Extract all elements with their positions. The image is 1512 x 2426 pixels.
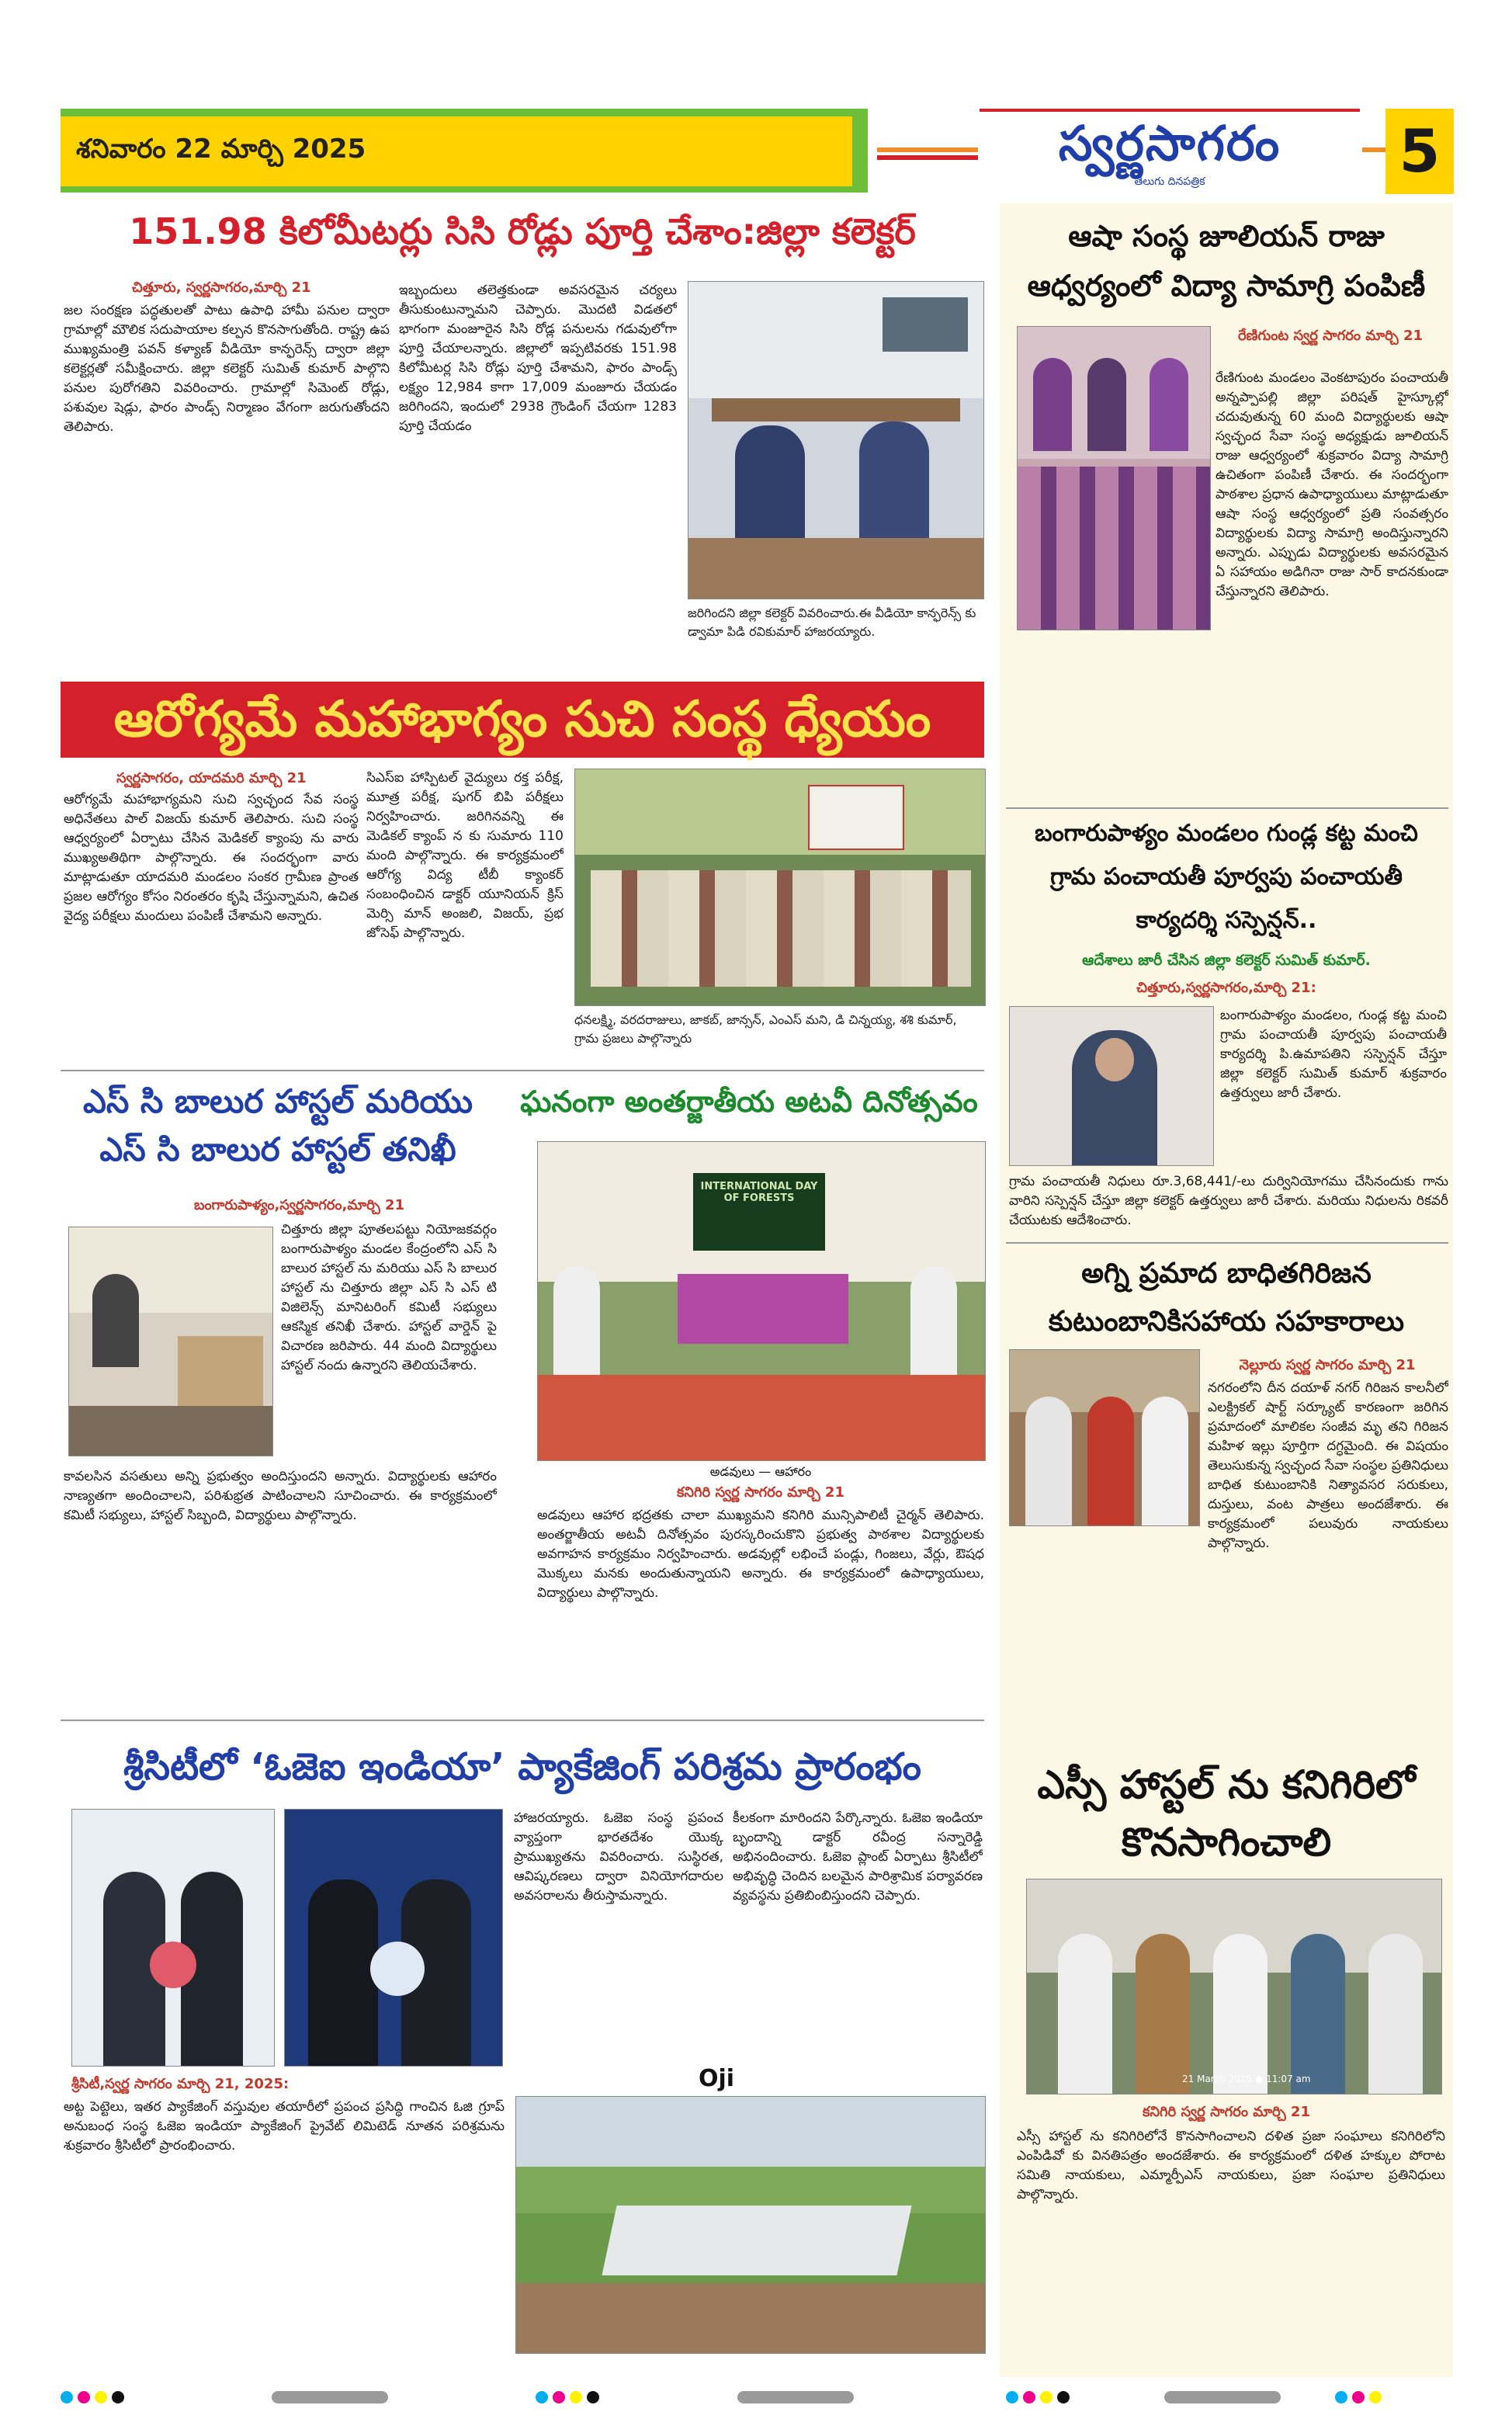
registration-bar-3 xyxy=(1164,2391,1281,2407)
masthead xyxy=(980,109,1360,197)
divider xyxy=(1006,807,1448,809)
sidebar4-photo xyxy=(1026,1879,1442,2095)
divider xyxy=(1006,1242,1448,1244)
article3-headline: ఎస్ సి బాలుర హాస్టల్ మరియు ఎస్ సి బాలుర హాస్టల్ తనిఖీ xyxy=(82,1082,473,1168)
article5-headline: శ్రీసిటీలో ‘ఓజెఐ ఇండియా’ ప్యాకేజింగ్ పరిశ్రమ ప్రారంభం xyxy=(123,1745,922,1789)
article2-headline: ఆరోగ్యమే మహాభాగ్యం సుచి సంస్థ ధ్యేయం xyxy=(113,691,931,748)
forest-day-banner: INTERNATIONAL DAY OF FORESTS xyxy=(693,1173,825,1251)
article3-body-full: కావలసిన వసతులు అన్ని ప్రభుత్వం అందిస్తుందని అన్నారు. విద్యార్థులకు ఆహారం నాణ్యతగా అందించాలని, పరిశుభ్రత పాటించాలని సూచించారు. ఈ కార్యక్రమంలో కమిటీ సభ్యులు, హాస్టల్ సిబ్బంది, విద్యార్థులు పాల్గొన్నారు. xyxy=(64,1469,497,1523)
article4-photo xyxy=(537,1141,986,1461)
header-rule-red xyxy=(877,155,978,160)
photo-timestamp: 21 March 2025 ● 11:07 am xyxy=(1182,2074,1311,2084)
article4-body: అడవులు ఆహార భద్రతకు చాలా ముఖ్యమని కనిగిరి మున్సిపాలిటీ చైర్మన్ తెలిపారు. అంతర్జాతీయ అటవీ దినోత్సవం పురస్కరించుకొని ప్రభుత్వ పాఠశాల విద్యార్థులకు అవగాహన కార్యక్రమం నిర్వహించారు. అడవుల్లో లభించే పండ్లు, గింజలు, వేర్లు, ఔషధ మొక్కలు మనకు అందుతున్నాయని అన్నారు. ఈ కార్యక్రమంలో ఉపాధ్యాయులు, విద్యార్థులు పాల్గొన్నారు. xyxy=(537,1508,984,1601)
article1-photo xyxy=(688,281,984,599)
divider xyxy=(61,1070,984,1071)
article1-body-mid: ఇబ్బందులు తలెత్తకుండా అవసరమైన చర్యలు తీసుకుంటున్నామని చెప్పారు. మొదటి విడతలో భాగంగా మంజూరైన సిసి రోడ్ల పనులను గడువులోగా పూర్తి చేయాలన్నారు. జిల్లాలో ఇప్పటివరకు 151.98 కిలోమీటర్ల సిసి రోడ్లు పూర్తి చేశామని, ఫారం పాండ్స్ లక్ష్యం 12,984 కాగా 17,009 మంజూరు చేయడం జరిగిందని, ఇందులో 2938 గ్రౌండింగ్ చేయగా 1283 పూర్తి చేయడం xyxy=(399,283,677,434)
article2-headline-band xyxy=(61,682,984,758)
sidebar2-dateline: చిత్తూరు,స్వర్ణసాగరం,మార్చి 21: xyxy=(1136,980,1316,996)
sidebar3-dateline: నెల్లూరు స్వర్ణ సాగరం మార్చి 21 xyxy=(1239,1357,1416,1373)
article1-photo-caption: జరిగిందని జిల్లా కలెక్టర్ వివరించారు.ఈ వీడియో కాన్ఫరెన్స్ కు డ్వామా పిడి రవికుమార్ హాజరయ్యారు. xyxy=(688,606,976,639)
masthead-tagline: తెలుగు దినపత్రిక xyxy=(1134,175,1205,188)
article3-photo xyxy=(68,1227,273,1456)
page-number: 5 xyxy=(1399,116,1441,186)
sidebar1-body: రేణిగుంట మండలం వెంకటాపురం పంచాయతీ అన్నప్పాపల్లి జిల్లా పరిషత్ హైస్కూల్లో చదువుతున్న 60 మంది విద్యార్థులకు ఆషా స్వచ్ఛంద సేవా సంస్థ అధ్యక్షుడు జూలియన్ రాజు ఆధ్వర్యంలో శుక్రవారం విద్యా సామాగ్రి ఉచితంగా పంపిణీ చేశారు. ఈ సందర్భంగా పాఠశాల ప్రధాన ఉపాధ్యాయులు మాట్లాడుతూ ఆషా సంస్థ ఆధ్వర్యంలో ప్రతి సంవత్సరం విద్యార్థులకు విద్యా సామాగ్రి అందిస్తున్నారని అన్నారు. ఎప్పుడు విద్యార్థులకు అవసరమైన ఏ సహాయం అడిగినా రాజు సార్ కాదనకుండా చేస్తున్నారని తెలిపారు. xyxy=(1215,370,1448,599)
article5-photo-left xyxy=(71,1809,275,2067)
header-rule-right xyxy=(1362,148,1385,152)
sidebar2-body-right: బంగారుపాళ్యం మండలం, గుండ్ల కట్ట మంచి గ్రామ పంచాయతీ పూర్వపు పంచాయతీ కార్యదర్శి పి.ఉమాపతిని సస్పెన్షన్ చేస్తూ జిల్లా కలెక్టర్ సుమిత్ కుమార్ శుక్రవారం ఉత్తర్వులు జారీ చేశారు. xyxy=(1220,1008,1447,1101)
article5-body-left: అట్ట పెట్టెలు, ఇతర ప్యాకేజింగ్ వస్తువుల తయారీలో ప్రపంచ ప్రసిద్ధి గాంచిన ఓజి గ్రూప్ అనుబంధ సంస్థ ఓజెఐ ఇండియా ప్యాకేజింగ్ ప్రైవేట్ లిమిటెడ్ నూతన పరిశ్రమను శుక్రవారం శ్రీసిటీలో ప్రారంభించారు. xyxy=(64,2099,505,2154)
article4-photo-caption: అడవులు — ఆహారం xyxy=(709,1464,812,1479)
article2-body-mid: సిఎస్ఐ హాస్పిటల్ వైద్యులు రక్త పరీక్ష, మూత్ర పరీక్ష, షుగర్ బిపి పరీక్షలు నిర్వహించారు. జరిగినవన్ని ఈ మెడికల్ క్యాంప్ న కు సుమారు 110 మంది పాల్గొన్నారు. ఈ కార్యక్రమంలో ఆరోగ్య విద్య టీబీ క్యాంకర్ సంబంధించిన డాక్టర్ యూనియన్ క్రిస్ మెర్సి మాన్ అంజలి, విజయ్, ప్రభ జోసెఫ్ పాల్గొన్నారు. xyxy=(366,770,564,941)
registration-marks-right xyxy=(1006,2391,1074,2407)
issue-date: శనివారం 22 మార్చి 2025 xyxy=(76,134,366,165)
article5-photo-caption: శ్రీసిటీ,స్వర్ణ సాగరం మార్చి 21, 2025: xyxy=(71,2076,290,2092)
page-number-box xyxy=(1385,109,1454,194)
sidebar4-body: ఎస్సీ హాస్టల్ ను కనిగిరిలోనే కొనసాగించాలని దళిత ప్రజా సంఘాలు కనిగిరిలోని ఎంపిడివో కు వినతిపత్రం అందజేశారు. ఈ కార్యక్రమంలో దళిత హక్కుల పోరాట సమితి నాయకులు, ఎమ్మార్పీఎస్ నాయకులు, ప్రజా సంఘాల ప్రతినిధులు పాల్గొన్నారు. xyxy=(1017,2129,1445,2202)
article4-headline: ఘనంగా అంతర్జాతీయ అటవీ దినోత్సవం xyxy=(520,1085,978,1119)
sidebar4-dateline: కనిగిరి స్వర్ణ సాగరం మార్చి 21 xyxy=(1143,2104,1310,2120)
sidebar2-photo xyxy=(1009,1006,1214,1166)
header-date-inner xyxy=(61,116,852,186)
sidebar1-dateline: రేణిగుంట స్వర్ణ సాగరం మార్చి 21 xyxy=(1237,328,1424,344)
article1-dateline: చిత్తూరు, స్వర్ణసాగరం,మార్చి 21 xyxy=(132,279,311,296)
registration-marks-far-right xyxy=(1335,2391,1386,2407)
sidebar1-photo xyxy=(1017,326,1211,630)
article3-dateline: బంగారుపాళ్యం,స్వర్ణసాగరం,మార్చి 21 xyxy=(194,1197,405,1213)
article3-body-right: చిత్తూరు జిల్లా పూతలపట్టు నియోజకవర్గం బంగారుపాళ్యం మండల కేంద్రంలోని ఎస్ సి బాలుర హాస్టల్ ను మరియు ఎస్ సి బాలుర హాస్టల్ ను చిత్తూరు జిల్లా ఎస్ సి ఎస్ టి విజిలెన్స్ మానిటరింగ్ కమిటీ సభ్యులు ఆకస్మిక తనిఖీ చేశారు. హాస్టల్ వార్డెన్ పై విచారణ జరిపారు. 44 మంది విద్యార్థులు హాస్టల్ నందు ఉన్నారని తెలియచేశారు. xyxy=(281,1222,497,1373)
article1-headline: 151.98 కిలోమీటర్లు సిసి రోడ్లు పూర్తి చేశాం:జిల్లా కలెక్టర్ xyxy=(129,210,916,252)
article5-body-col3: కీలకంగా మారిందని పేర్కొన్నారు. ఓజెఐ ఇండియా బృందాన్ని డాక్టర్ రవీంద్ర సన్నారెడ్డి అభినందించారు. ఓజెఐ ప్లాంట్ ఏర్పాటు శ్రీసిటీలో అభివృద్ధి చెందిన బలమైన పారిశ్రామిక పర్యావరణ వ్యవస్థను ప్రతిబింబిస్తుందని చెప్పారు. xyxy=(733,1810,983,1904)
header-rule-orange xyxy=(877,148,978,152)
sidebar1-headline: ఆషా సంస్థ జూలియన్ రాజు ఆధ్వర్యంలో విద్యా సామాగ్రి పంపిణీ xyxy=(1027,219,1426,303)
registration-marks-mid xyxy=(536,2391,604,2407)
divider xyxy=(61,1720,984,1721)
article1-body-left: జల సంరక్షణ పద్ధతులతో పాటు ఉపాధి హామీ పనుల ద్వారా గ్రామాల్లో మౌలిక సదుపాయాల కల్పన కొనసాగుతోంది. రాష్ట్ర ఉప ముఖ్యమంత్రి పవన్ కళ్యాణ్ వీడియో కాన్ఫరెన్స్ ద్వారా జిల్లా కలెక్టర్లతో సమీక్షించారు. జిల్లా కలెక్టర్ సుమిత్ కుమార్ పాల్గొని పనుల పురోగతిని వివరించారు. గ్రామాల్లో సిమెంట్ రోడ్లు, పశువుల షెడ్లు, ఫారం పాండ్స్ నిర్మాణం వేగంగా జరుగుతోందని తెలిపారు. xyxy=(64,303,390,435)
article5-body-col2: హాజరయ్యారు. ఓజెఐ సంస్థ ప్రపంచ వ్యాప్తంగా భారతదేశం యొక్క ప్రాముఖ్యతను వివరించారు. సుస్థిరత, ఆవిష్కరణలు ద్వారా వినియోగదారుల అవసరాలను తీరుస్తామన్నారు. xyxy=(514,1810,723,1904)
article2-photo xyxy=(574,769,986,1006)
article5-factory-photo xyxy=(515,2096,986,2354)
sidebar2-subhead: ఆదేశాలు జారీ చేసిన జిల్లా కలెక్టర్ సుమిత్ కుమార్. xyxy=(1082,952,1371,969)
article2-body-left: ఆరోగ్యమే మహాభాగ్యమని సుచి స్వచ్ఛంద సేవ సంస్థ అధినేతలు పాల్ విజయ్ కుమార్ తెలిపారు. సుచి సంస్థ ఆధ్వర్యంలో ఏర్పాటు చేసిన మెడికల్ క్యాంపు ను వారు ముఖ్యఅతిథిగా పాల్గొన్నారు. ఈ సందర్భంగా వారు మాట్లాడుతూ యాదమరి మండలం సంకర గ్రామీణ ప్రాంత ప్రజల ఆరోగ్యం కోసం నిరంతరం కృషి చేస్తున్నామని, ఉచిత వైద్య పరీక్షలు మందులు పంపిణీ చేశామని అన్నారు. xyxy=(64,792,359,924)
article5-photo-right xyxy=(284,1809,503,2067)
registration-bar-2 xyxy=(737,2391,854,2407)
registration-marks-left xyxy=(61,2391,129,2407)
sidebar3-headline: అగ్ని ప్రమాద బాధితగిరిజన కుటుంబానికిసహాయ సహకారాలు xyxy=(1048,1258,1405,1338)
sidebar4-headline: ఎస్సీ హాస్టల్ ను కనిగిరిలో కొనసాగించాలి xyxy=(1037,1762,1416,1865)
oji-label: Oji xyxy=(699,2065,735,2092)
article4-dateline: కనిగిరి స్వర్ణ సాగరం మార్చి 21 xyxy=(677,1484,844,1501)
article2-photo-caption: ధనలక్ష్మి, వరదరాజులు, జాకబ్, జాన్సన్, ఎంఎస్ మని, డి చిన్నయ్య, శశి కుమార్, గ్రామ ప్రజలు పాల్గొన్నారు xyxy=(574,1012,957,1046)
masthead-title: స్వర్ణసాగరం xyxy=(1058,115,1281,172)
sidebar3-photo xyxy=(1009,1349,1200,1526)
sidebar3-body: నగరంలోని దీన దయాళ్ నగర్ గిరిజన కాలనీలో ఎలక్ట్రికల్ షార్ట్ సర్క్యూట్ కారణంగా జరిగిన ప్రమాదంలో మాలికల సంజీవ మృ తని గిరిజన మహిళ ఇల్లు పూర్తిగా దగ్ధమైంది. ఈ విషయం తెలుసుకున్న స్వచ్ఛంద సేవా సంస్థల ప్రతినిధులు బాధిత కుటుంబానికి నిత్యావసర సరుకులు, దుస్తులు, వంట పాత్రలు అందజేశారు. ఈ కార్యక్రమంలో పలువురు నాయకులు పాల్గొన్నారు. xyxy=(1208,1380,1448,1551)
article2-dateline: స్వర్ణసాగరం, యాదమరి మార్చి 21 xyxy=(116,770,307,786)
sidebar2-headline: బంగారుపాళ్యం మండలం గుండ్ల కట్ట మంచి గ్రామ పంచాయతీ పూర్వపు పంచాయతీ కార్యదర్శి సస్పెన్షన్.. xyxy=(1035,820,1418,934)
registration-bar-1 xyxy=(272,2391,388,2407)
sidebar2-body-full: గ్రామ పంచాయతీ నిధులు రూ.3,68,441/-లు దుర్వినియోగము చేసినందుకు గాను వారిని సస్పెన్షన్ చేస్తూ జిల్లా కలెక్టర్ ఉత్తర్వులు జారీ చేశారు. మరియు నిధులను రికవరీ చేయుటకు ఆదేశించారు. xyxy=(1009,1174,1448,1228)
